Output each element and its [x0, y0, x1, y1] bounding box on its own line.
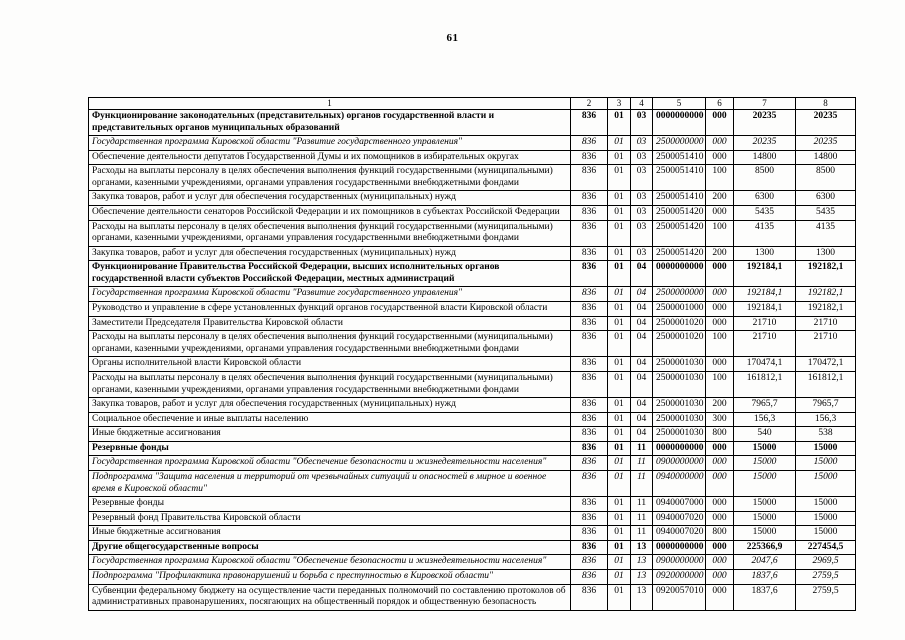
row-value-cell: 0940007000 — [653, 497, 706, 512]
row-value-cell: 01 — [608, 302, 631, 317]
table-row — [89, 471, 856, 497]
row-value-cell: 2500001030 — [653, 398, 706, 413]
row-value-cell: 200 — [706, 398, 734, 413]
row-value-cell: 8500 — [796, 165, 856, 191]
row-value-cell: 03 — [631, 109, 653, 135]
row-value-cell: 04 — [631, 316, 653, 331]
row-value-cell: 11 — [631, 456, 653, 471]
row-label-cell: Руководство и управление в сфере установленных функций органов государственной власти Кировской области — [89, 302, 571, 317]
row-value-cell: 01 — [608, 511, 631, 526]
row-value-cell: 836 — [571, 398, 608, 413]
row-value-cell: 01 — [608, 540, 631, 555]
table-row — [89, 412, 856, 427]
row-value-cell: 6300 — [734, 191, 796, 206]
row-value-cell: 836 — [571, 555, 608, 570]
row-value-cell: 0920000000 — [653, 570, 706, 585]
row-label-cell: Государственная программа Кировской области "Обеспечение безопасности и жизнедеятельности населения" — [89, 555, 571, 570]
row-value-cell: 0900000000 — [653, 456, 706, 471]
table-row — [89, 331, 856, 357]
row-value-cell: 836 — [571, 206, 608, 221]
row-value-cell: 000 — [706, 357, 734, 372]
column-header: 6 — [706, 98, 734, 110]
row-value-cell: 01 — [608, 456, 631, 471]
row-value-cell: 01 — [608, 206, 631, 221]
row-value-cell: 836 — [571, 302, 608, 317]
row-value-cell: 21710 — [796, 331, 856, 357]
row-value-cell: 200 — [706, 246, 734, 261]
row-value-cell: 225366,9 — [734, 540, 796, 555]
row-label-cell: Функционирование Правительства Российской Федерации, высших исполнительных органов государственной власти субъектов Российской Федерации, местных администраций — [89, 261, 571, 287]
row-value-cell: 13 — [631, 570, 653, 585]
page-number: 61 — [446, 32, 459, 44]
row-value-cell: 5435 — [734, 206, 796, 221]
table-row — [89, 371, 856, 397]
row-label-cell: Закупка товаров, работ и услуг для обеспечения государственных (муниципальных) нужд — [89, 191, 571, 206]
row-value-cell: 01 — [608, 398, 631, 413]
row-value-cell: 15000 — [734, 526, 796, 541]
row-value-cell: 04 — [631, 261, 653, 287]
row-value-cell: 4135 — [796, 220, 856, 246]
row-value-cell: 4135 — [734, 220, 796, 246]
row-label-cell: Расходы на выплаты персоналу в целях обеспечения выполнения функций государственными (муниципальными) органами, казенными учреждениями, органами управления государственными внебюджетными фондами — [89, 165, 571, 191]
row-value-cell: 100 — [706, 331, 734, 357]
row-value-cell: 15000 — [796, 511, 856, 526]
row-value-cell: 000 — [706, 570, 734, 585]
table-row — [89, 511, 856, 526]
row-value-cell: 836 — [571, 441, 608, 456]
row-value-cell: 161812,1 — [796, 371, 856, 397]
row-value-cell: 15000 — [734, 497, 796, 512]
budget-table — [88, 97, 856, 611]
row-value-cell: 836 — [571, 526, 608, 541]
row-label-cell: Закупка товаров, работ и услуг для обеспечения государственных (муниципальных) нужд — [89, 246, 571, 261]
table-row — [89, 540, 856, 555]
row-label-cell: Иные бюджетные ассигнования — [89, 526, 571, 541]
row-value-cell: 04 — [631, 357, 653, 372]
table-row — [89, 246, 856, 261]
row-value-cell: 836 — [571, 191, 608, 206]
row-value-cell: 800 — [706, 526, 734, 541]
row-value-cell: 20235 — [796, 109, 856, 135]
table-row — [89, 427, 856, 442]
table-header-row — [89, 98, 856, 110]
row-value-cell: 11 — [631, 526, 653, 541]
row-label-cell: Расходы на выплаты персоналу в целях обеспечения выполнения функций государственными (муниципальными) органами, казенными учреждениями, органами управления государственными внебюджетными фондами — [89, 331, 571, 357]
row-value-cell: 01 — [608, 441, 631, 456]
row-value-cell: 01 — [608, 526, 631, 541]
row-value-cell: 000 — [706, 471, 734, 497]
column-header: 4 — [631, 98, 653, 110]
row-value-cell: 836 — [571, 246, 608, 261]
row-value-cell: 20235 — [734, 136, 796, 151]
row-value-cell: 15000 — [734, 511, 796, 526]
row-value-cell: 100 — [706, 371, 734, 397]
row-value-cell: 01 — [608, 316, 631, 331]
row-value-cell: 15000 — [734, 456, 796, 471]
row-value-cell: 15000 — [796, 456, 856, 471]
row-value-cell: 2500051410 — [653, 165, 706, 191]
row-value-cell: 2500001030 — [653, 412, 706, 427]
row-value-cell: 836 — [571, 427, 608, 442]
row-value-cell: 1837,6 — [734, 584, 796, 610]
row-value-cell: 000 — [706, 584, 734, 610]
row-value-cell: 14800 — [734, 150, 796, 165]
row-value-cell: 11 — [631, 497, 653, 512]
row-value-cell: 192182,1 — [796, 302, 856, 317]
row-value-cell: 2500001030 — [653, 427, 706, 442]
column-header: 3 — [608, 98, 631, 110]
row-value-cell: 836 — [571, 136, 608, 151]
row-value-cell: 836 — [571, 371, 608, 397]
row-value-cell: 836 — [571, 109, 608, 135]
table-row — [89, 191, 856, 206]
row-value-cell: 01 — [608, 331, 631, 357]
row-value-cell: 20235 — [734, 109, 796, 135]
row-value-cell: 800 — [706, 427, 734, 442]
row-value-cell: 000 — [706, 511, 734, 526]
row-label-cell: Субвенции федеральному бюджету на осуществление части переданных полномочий по составлению протоколов об административных правонарушениях, посягающих на общественный порядок и общественную безопасность — [89, 584, 571, 610]
row-value-cell: 836 — [571, 261, 608, 287]
row-value-cell: 04 — [631, 371, 653, 397]
row-value-cell: 21710 — [796, 316, 856, 331]
row-label-cell: Функционирование законодательных (представительных) органов государственной власти и представительных органов муниципальных образований — [89, 109, 571, 135]
row-value-cell: 01 — [608, 357, 631, 372]
row-value-cell: 01 — [608, 165, 631, 191]
row-value-cell: 0940007020 — [653, 511, 706, 526]
row-value-cell: 2047,6 — [734, 555, 796, 570]
row-value-cell: 13 — [631, 584, 653, 610]
row-value-cell: 03 — [631, 246, 653, 261]
row-value-cell: 161812,1 — [734, 371, 796, 397]
row-label-cell: Обеспечение деятельности депутатов Государственной Думы и их помощников в избирательных округах — [89, 150, 571, 165]
row-value-cell: 0900000000 — [653, 555, 706, 570]
row-value-cell: 01 — [608, 412, 631, 427]
row-value-cell: 2500001020 — [653, 331, 706, 357]
row-label-cell: Обеспечение деятельности сенаторов Российской Федерации и их помощников в субъектах Российской Федерации — [89, 206, 571, 221]
row-value-cell: 14800 — [796, 150, 856, 165]
row-value-cell: 01 — [608, 497, 631, 512]
row-value-cell: 836 — [571, 220, 608, 246]
row-label-cell: Расходы на выплаты персоналу в целях обеспечения выполнения функций государственными (муниципальными) органами, казенными учреждениями, органами управления государственными внебюджетными фондами — [89, 220, 571, 246]
row-value-cell: 0940007020 — [653, 526, 706, 541]
row-value-cell: 0000000000 — [653, 441, 706, 456]
row-value-cell: 000 — [706, 497, 734, 512]
row-value-cell: 200 — [706, 191, 734, 206]
table-row — [89, 456, 856, 471]
row-label-cell: Расходы на выплаты персоналу в целях обеспечения выполнения функций государственными (муниципальными) органами, казенными учреждениями, органами управления государственными внебюджетными фондами — [89, 371, 571, 397]
table-row — [89, 497, 856, 512]
row-value-cell: 04 — [631, 287, 653, 302]
row-value-cell: 01 — [608, 109, 631, 135]
row-value-cell: 21710 — [734, 316, 796, 331]
row-value-cell: 000 — [706, 150, 734, 165]
row-value-cell: 01 — [608, 220, 631, 246]
row-value-cell: 836 — [571, 456, 608, 471]
row-value-cell: 2500001020 — [653, 316, 706, 331]
row-value-cell: 156,3 — [734, 412, 796, 427]
row-value-cell: 192184,1 — [734, 302, 796, 317]
row-label-cell: Государственная программа Кировской области "Обеспечение безопасности и жизнедеятельности населения" — [89, 456, 571, 471]
table-row — [89, 584, 856, 610]
table-row — [89, 441, 856, 456]
row-value-cell: 04 — [631, 427, 653, 442]
row-value-cell: 836 — [571, 570, 608, 585]
column-header: 8 — [796, 98, 856, 110]
row-value-cell: 0000000000 — [653, 261, 706, 287]
table-row — [89, 357, 856, 372]
row-value-cell: 15000 — [734, 441, 796, 456]
row-value-cell: 2500051420 — [653, 220, 706, 246]
row-value-cell: 03 — [631, 165, 653, 191]
row-value-cell: 04 — [631, 331, 653, 357]
row-label-cell: Подпрограмма "Защита населения и территорий от чрезвычайных ситуаций и опасностей в мирное и военное время в Кировской области" — [89, 471, 571, 497]
row-value-cell: 000 — [706, 206, 734, 221]
table-row — [89, 109, 856, 135]
row-label-cell: Резервные фонды — [89, 497, 571, 512]
row-value-cell: 2500051410 — [653, 150, 706, 165]
table-row — [89, 555, 856, 570]
row-value-cell: 000 — [706, 456, 734, 471]
row-value-cell: 13 — [631, 555, 653, 570]
row-value-cell: 300 — [706, 412, 734, 427]
row-value-cell: 01 — [608, 427, 631, 442]
row-value-cell: 836 — [571, 540, 608, 555]
row-value-cell: 836 — [571, 511, 608, 526]
row-value-cell: 21710 — [734, 331, 796, 357]
row-value-cell: 836 — [571, 412, 608, 427]
row-value-cell: 7965,7 — [796, 398, 856, 413]
row-value-cell: 836 — [571, 331, 608, 357]
row-value-cell: 6300 — [796, 191, 856, 206]
row-value-cell: 836 — [571, 316, 608, 331]
row-value-cell: 20235 — [796, 136, 856, 151]
row-label-cell: Подпрограмма "Профилактика правонарушений и борьба с преступностью в Кировской области" — [89, 570, 571, 585]
row-value-cell: 192184,1 — [734, 261, 796, 287]
row-value-cell: 11 — [631, 511, 653, 526]
row-value-cell: 7965,7 — [734, 398, 796, 413]
row-value-cell: 540 — [734, 427, 796, 442]
table-row — [89, 220, 856, 246]
table-row — [89, 398, 856, 413]
row-value-cell: 170472,1 — [796, 357, 856, 372]
row-label-cell: Государственная программа Кировской области "Развитие государственного управления" — [89, 287, 571, 302]
row-value-cell: 170474,1 — [734, 357, 796, 372]
row-value-cell: 11 — [631, 471, 653, 497]
table-row — [89, 302, 856, 317]
row-label-cell: Иные бюджетные ассигнования — [89, 427, 571, 442]
row-value-cell: 2500000000 — [653, 287, 706, 302]
row-value-cell: 5435 — [796, 206, 856, 221]
row-value-cell: 0000000000 — [653, 540, 706, 555]
row-label-cell: Органы исполнительной власти Кировской области — [89, 357, 571, 372]
row-value-cell: 000 — [706, 441, 734, 456]
row-value-cell: 836 — [571, 357, 608, 372]
column-header: 1 — [89, 98, 571, 110]
row-value-cell: 192184,1 — [734, 287, 796, 302]
row-value-cell: 2500051410 — [653, 191, 706, 206]
row-value-cell: 000 — [706, 136, 734, 151]
row-value-cell: 192182,1 — [796, 287, 856, 302]
row-value-cell: 100 — [706, 165, 734, 191]
table-row — [89, 261, 856, 287]
row-value-cell: 538 — [796, 427, 856, 442]
row-value-cell: 04 — [631, 302, 653, 317]
column-header: 5 — [653, 98, 706, 110]
table-row — [89, 206, 856, 221]
row-value-cell: 04 — [631, 412, 653, 427]
row-value-cell: 03 — [631, 136, 653, 151]
table-row — [89, 526, 856, 541]
row-value-cell: 2759,5 — [796, 584, 856, 610]
column-header: 7 — [734, 98, 796, 110]
row-value-cell: 0000000000 — [653, 109, 706, 135]
row-value-cell: 2500001000 — [653, 302, 706, 317]
row-value-cell: 04 — [631, 398, 653, 413]
row-value-cell: 100 — [706, 220, 734, 246]
row-value-cell: 192182,1 — [796, 261, 856, 287]
row-value-cell: 01 — [608, 261, 631, 287]
row-value-cell: 15000 — [796, 497, 856, 512]
row-label-cell: Закупка товаров, работ и услуг для обеспечения государственных (муниципальных) нужд — [89, 398, 571, 413]
row-value-cell: 2759,5 — [796, 570, 856, 585]
row-value-cell: 15000 — [734, 471, 796, 497]
row-value-cell: 2500051420 — [653, 246, 706, 261]
table-row — [89, 150, 856, 165]
row-value-cell: 2500001030 — [653, 371, 706, 397]
row-label-cell: Государственная программа Кировской области "Развитие государственного управления" — [89, 136, 571, 151]
row-label-cell: Резервный фонд Правительства Кировской области — [89, 511, 571, 526]
row-value-cell: 000 — [706, 261, 734, 287]
row-value-cell: 15000 — [796, 526, 856, 541]
row-value-cell: 836 — [571, 150, 608, 165]
row-value-cell: 01 — [608, 371, 631, 397]
row-value-cell: 8500 — [734, 165, 796, 191]
row-value-cell: 15000 — [796, 471, 856, 497]
row-value-cell: 000 — [706, 540, 734, 555]
row-value-cell: 01 — [608, 191, 631, 206]
row-value-cell: 01 — [608, 584, 631, 610]
row-value-cell: 03 — [631, 206, 653, 221]
row-value-cell: 13 — [631, 540, 653, 555]
row-value-cell: 000 — [706, 555, 734, 570]
row-value-cell: 000 — [706, 109, 734, 135]
row-value-cell: 2500051420 — [653, 206, 706, 221]
row-value-cell: 03 — [631, 220, 653, 246]
row-value-cell: 836 — [571, 584, 608, 610]
row-value-cell: 1837,6 — [734, 570, 796, 585]
row-value-cell: 11 — [631, 441, 653, 456]
table-row — [89, 287, 856, 302]
row-value-cell: 01 — [608, 471, 631, 497]
row-value-cell: 01 — [608, 570, 631, 585]
row-label-cell: Резервные фонды — [89, 441, 571, 456]
row-value-cell: 0940000000 — [653, 471, 706, 497]
row-value-cell: 15000 — [796, 441, 856, 456]
row-value-cell: 836 — [571, 497, 608, 512]
row-value-cell: 1300 — [796, 246, 856, 261]
row-value-cell: 01 — [608, 555, 631, 570]
row-value-cell: 1300 — [734, 246, 796, 261]
row-value-cell: 000 — [706, 287, 734, 302]
row-value-cell: 01 — [608, 287, 631, 302]
row-value-cell: 0920057010 — [653, 584, 706, 610]
row-value-cell: 000 — [706, 302, 734, 317]
row-label-cell: Социальное обеспечение и иные выплаты населению — [89, 412, 571, 427]
row-label-cell: Другие общегосударственные вопросы — [89, 540, 571, 555]
row-value-cell: 836 — [571, 165, 608, 191]
row-value-cell: 01 — [608, 150, 631, 165]
table-row — [89, 570, 856, 585]
row-value-cell: 836 — [571, 471, 608, 497]
column-header: 2 — [571, 98, 608, 110]
table-row — [89, 316, 856, 331]
row-value-cell: 03 — [631, 191, 653, 206]
row-value-cell: 2500000000 — [653, 136, 706, 151]
row-value-cell: 2969,5 — [796, 555, 856, 570]
row-value-cell: 01 — [608, 136, 631, 151]
row-value-cell: 156,3 — [796, 412, 856, 427]
table-row — [89, 165, 856, 191]
row-value-cell: 2500001030 — [653, 357, 706, 372]
table-row — [89, 136, 856, 151]
row-value-cell: 03 — [631, 150, 653, 165]
row-label-cell: Заместители Председателя Правительства Кировской области — [89, 316, 571, 331]
row-value-cell: 227454,5 — [796, 540, 856, 555]
row-value-cell: 01 — [608, 246, 631, 261]
row-value-cell: 836 — [571, 287, 608, 302]
row-value-cell: 000 — [706, 316, 734, 331]
